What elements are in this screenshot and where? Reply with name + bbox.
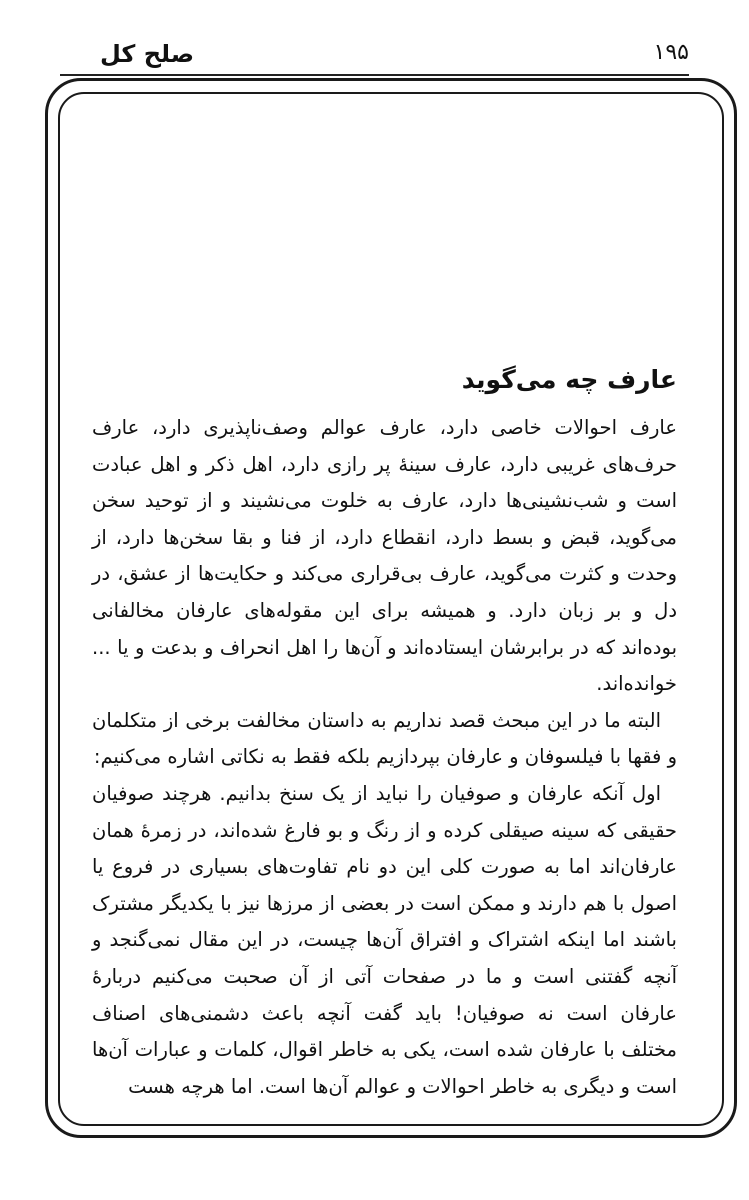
page-content <box>92 360 677 1105</box>
page-number: ۱۹۵ <box>653 40 689 65</box>
book-title: صلح کل <box>100 40 195 68</box>
paragraph-1: عارف احوالات خاصی دارد، عارف عوالم وصف‌ناپذیری دارد، عارف حرف‌های غریبی دارد، عارف سینهٔ پر رازی دارد، اهل ذکر و اهل عبادت است و شب‌نشینی‌ها دارد، عارف به خلوت می‌نشیند و از توحید سخن می‌گوید، قبض و بسط دارد، انقطاع دارد، از فنا و بقا سخن‌ها دارد، از وحدت و کثرت می‌گوید، عارف بی‌قراری می‌کند و حکایت‌ها از عشق، در دل و بر زبان دارد. و همیشه برای این مقوله‌های عارفان مخالفانی بوده‌اند که در برابرشان ایستاده‌اند و آن‌ها را اهل انحراف و بدعت و یا ... خوانده‌اند. <box>92 416 677 696</box>
section-heading: عارف چه می‌گوید <box>461 365 677 394</box>
paragraph-3: اول آنکه عارفان و صوفیان را نباید از یک سنخ بدانیم. هرچند صوفیان حقیقی که سینه صیقلی کرده و از رنگ و بو فارغ شده‌اند، در زمرهٔ همان عارفان‌اند اما به صورت کلی این دو نام تفاوت‌های بسیاری در فروع یا اصول با هم دارند و ممکن است در بعضی از مرزها نیز با یکدیگر مشترک باشند اما اینکه اشتراک و افتراق آن‌ها چیست، در این مقال نمی‌گنجد و آنچه گفتنی است و ما در صفحات آتی از آن صحبت می‌کنیم دربارهٔ عارفان است نه صوفیان! باید گفت آنچه باعث دشمنی‌های اصناف مختلف با عارفان شده است، یکی به خاطر اقوال، کلمات و عبارات آن‌ها است و دیگری به خاطر احوالات و عوالم آن‌ها است. اما هرچه هست <box>92 781 677 1098</box>
page-header <box>60 40 689 76</box>
header-divider <box>60 74 689 76</box>
paragraph-2: البته ما در این مبحث قصد نداریم به داستان مخالفت برخی از متکلمان و فقها با فیلسوفان و عارفان بپردازیم بلکه فقط به نکاتی اشاره می‌کنیم: <box>92 708 677 769</box>
